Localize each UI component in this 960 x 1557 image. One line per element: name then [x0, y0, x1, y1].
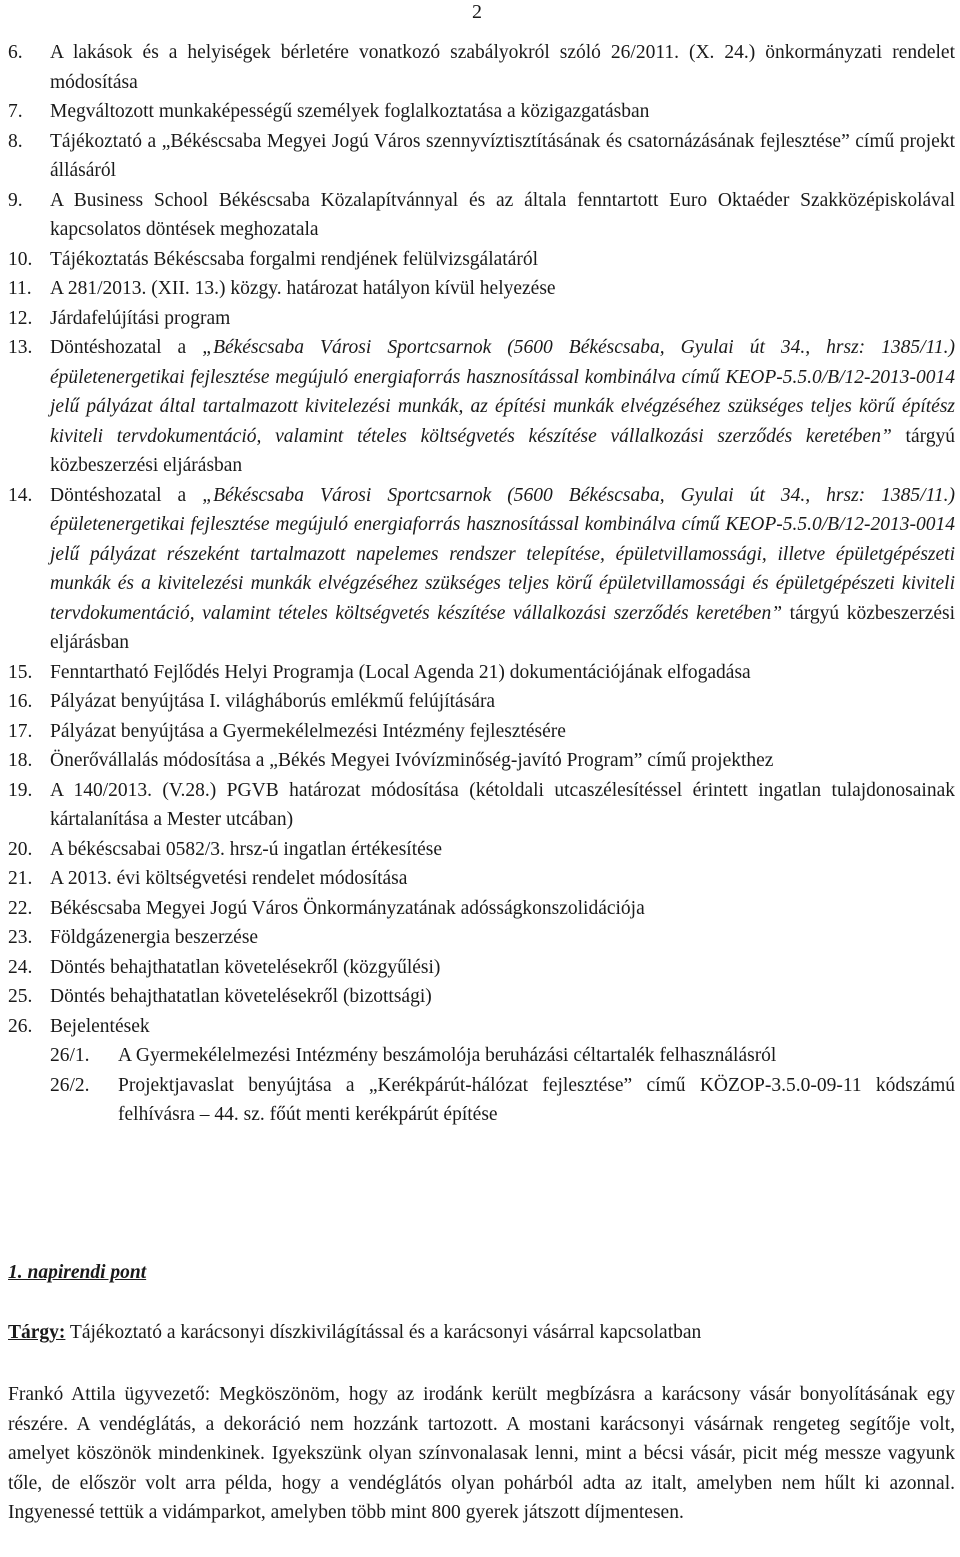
list-item — [8, 127, 955, 186]
list-item — [8, 38, 955, 97]
item-number: 7. — [8, 101, 23, 122]
item-text: Tájékoztató a „Békéscsaba Megyei Jogú Város szennyvíztisztításának és csatornázásának fejlesztése” című projekt állásáról — [50, 130, 955, 181]
subitem-text: Projektjavaslat benyújtása a „Kerékpárút-hálózat fejlesztése” című KÖZOP-3.5.0-09-11 kódszámú felhívásra – 44. sz. főút menti kerékpárút építése — [118, 1074, 955, 1125]
item-text: Békéscsaba Megyei Jogú Város Önkormányzatának adósságkonszolidációja — [50, 897, 645, 919]
list-item — [8, 687, 955, 717]
subject-line — [8, 1322, 701, 1344]
list-item — [8, 776, 955, 835]
list-item — [8, 717, 955, 747]
item-text — [50, 333, 955, 481]
item-number: 12. — [8, 307, 33, 329]
list-item — [8, 274, 955, 304]
item-text: A Business School Békéscsaba Közalapítvánnyal és az általa fenntartott Euro Oktaéder Szakközépiskolával kapcsolatos döntések meghozatala — [50, 189, 955, 240]
item-number: 17. — [8, 720, 33, 742]
subject-text: Tájékoztató a karácsonyi díszkivilágítással és a karácsonyi vásárral kapcsolatban — [65, 1322, 702, 1343]
item-text: Döntés behajthatatlan követelésekről (bizottsági) — [50, 986, 432, 1007]
item-text: Bejelentések — [50, 1015, 150, 1037]
item-text: A békéscsabai 0582/3. hrsz-ú ingatlan értékesítése — [50, 838, 443, 860]
item-number: 16. — [8, 691, 33, 712]
list-item — [8, 186, 955, 245]
item-number: 19. — [8, 779, 33, 801]
item-italic-title: „Békéscsaba Városi Sportcsarnok (5600 Békéscsaba, Gyulai út 34., hrsz: 1385/11.) épületenergetikai fejlesztése megújuló energiaforrás hasznosítással kombinálva című KEOP-5.5.0/B/12-2013-0014 jelű pályázat által tartalmazott kivitelezési munkák, az építési munkák elvégzéséhez szükséges teljes körű építész kiviteli tervdokumentáció, valamint tételes költségvetés készítése vállalkozási szerződés keretében” — [50, 337, 956, 447]
item-text: Járdafelújítási program — [50, 307, 231, 329]
item-number: 8. — [8, 130, 23, 152]
item-prefix: Döntéshozatal a — [50, 337, 203, 358]
item-text: Pályázat benyújtása a Gyermekélelmezési Intézmény fejlesztésére — [50, 720, 566, 742]
item-text: Földgázenergia beszerzése — [50, 927, 259, 948]
item-number: 10. — [8, 248, 33, 270]
item-number: 6. — [8, 42, 23, 63]
list-item — [8, 481, 955, 658]
list-item — [8, 333, 955, 481]
item-number: 26. — [8, 1015, 33, 1037]
list-item — [8, 1012, 955, 1042]
item-text: A lakások és a helyiségek bérletére vonatkozó szabályokról szóló 26/2011. (X. 24.) önkormányzati rendelet módosítása — [50, 42, 955, 93]
item-suffix: tárgyú közbeszerzési eljárásban — [50, 602, 955, 653]
item-number: 24. — [8, 956, 33, 978]
item-text: Fenntartható Fejlődés Helyi Programja (Local Agenda 21) dokumentációjának elfogadása — [50, 661, 751, 683]
item-text: Megváltozott munkaképességű személyek foglalkoztatása a közigazgatásban — [50, 101, 650, 122]
list-item — [8, 894, 955, 924]
item-text: Döntés behajthatatlan követelésekről (közgyűlési) — [50, 956, 441, 978]
item-number: 9. — [8, 189, 23, 211]
list-item — [8, 953, 955, 983]
list-item — [8, 835, 955, 865]
item-text: A 140/2013. (V.28.) PGVB határozat módosítása (kétoldali utcaszélesítéssel érintett ingatlan tulajdonosainak kártalanítása a Mester utcában) — [50, 779, 955, 830]
list-item — [8, 245, 955, 275]
subitem-number: 26/2. — [50, 1074, 90, 1096]
item-text: Önerővállalás módosítása a „Békés Megyei Ivóvízminőség-javító Program” című projekthez — [50, 750, 774, 771]
subject-label: Tárgy: — [8, 1322, 66, 1343]
list-item — [8, 97, 955, 127]
item-number: 21. — [8, 868, 33, 889]
agenda-list — [8, 38, 955, 1130]
page-number: 2 — [472, 1, 482, 23]
subitem-text: A Gyermekélelmezési Intézmény beszámolója beruházási céltartalék felhasználásról — [118, 1045, 777, 1066]
list-item — [8, 982, 955, 1012]
item-text — [50, 481, 955, 658]
sub-list-item — [8, 1041, 955, 1071]
item-prefix: Döntéshozatal a — [50, 484, 203, 506]
sub-list-item — [8, 1071, 955, 1130]
item-italic-title: „Békéscsaba Városi Sportcsarnok (5600 Békéscsaba, Gyulai út 34., hrsz: 1385/11.) épületenergetikai fejlesztése megújuló energiaforrás hasznosítással kombinálva című KEOP-5.5.0/B/12-2013-0014 jelű pályázat részeként tartalmazott napelemes rendszer telepítése, épületvillamossági, illetve épületgépészeti munkák és a kivitelezési munkák elvégzéséhez szükséges teljes körű épületvillamossági és épületgépészeti kiviteli tervdokumentáció, valamint tételes költségvetés készítése vállalkozási szerződés keretében” — [50, 484, 956, 624]
item-suffix: tárgyú közbeszerzési eljárásban — [50, 425, 955, 476]
item-text: A 2013. évi költségvetési rendelet módosítása — [50, 868, 408, 889]
subitem-number: 26/1. — [50, 1045, 90, 1066]
item-number: 15. — [8, 661, 33, 683]
speech-paragraph: Frankó Attila ügyvezető: Megköszönöm, hogy az irodánk került megbízásra a karácsony vásár bonyolításának egy részére. A vendéglátás, a dekoráció nem hozzánk tartozott. A mostani karácsonyi vásárnak rengeteg segítője volt, amelyet köszönök mindenkinek. Igyekszünk olyan színvonalasak lenni, mint a bécsi vásár, picit még messze vagyunk tőle, de először volt arra példa, hogy a vendéglátós olyan pohárból adta az italt, amelyben nem hűlt ki azonnal. Ingyenessé tettük a vidámparkot, amelyben több mint 800 gyerek játszott díjmentesen. — [8, 1384, 955, 1523]
item-number: 25. — [8, 986, 33, 1007]
item-number: 20. — [8, 838, 33, 860]
item-number: 18. — [8, 750, 33, 771]
item-text: Pályázat benyújtása I. világháborús emlékmű felújítására — [50, 691, 496, 712]
item-number: 23. — [8, 927, 33, 948]
item-number: 11. — [8, 278, 32, 299]
item-number: 13. — [8, 337, 33, 358]
list-item — [8, 746, 955, 776]
item-number: 14. — [8, 484, 33, 506]
list-item — [8, 923, 955, 953]
list-item — [8, 304, 955, 334]
item-text: Tájékoztatás Békéscsaba forgalmi rendjének felülvizsgálatáról — [50, 248, 539, 270]
list-item — [8, 658, 955, 688]
item-text: A 281/2013. (XII. 13.) közgy. határozat hatályon kívül helyezése — [50, 278, 556, 299]
list-item — [8, 864, 955, 894]
section-title: 1. napirendi pont — [8, 1262, 147, 1283]
item-number: 22. — [8, 897, 33, 919]
